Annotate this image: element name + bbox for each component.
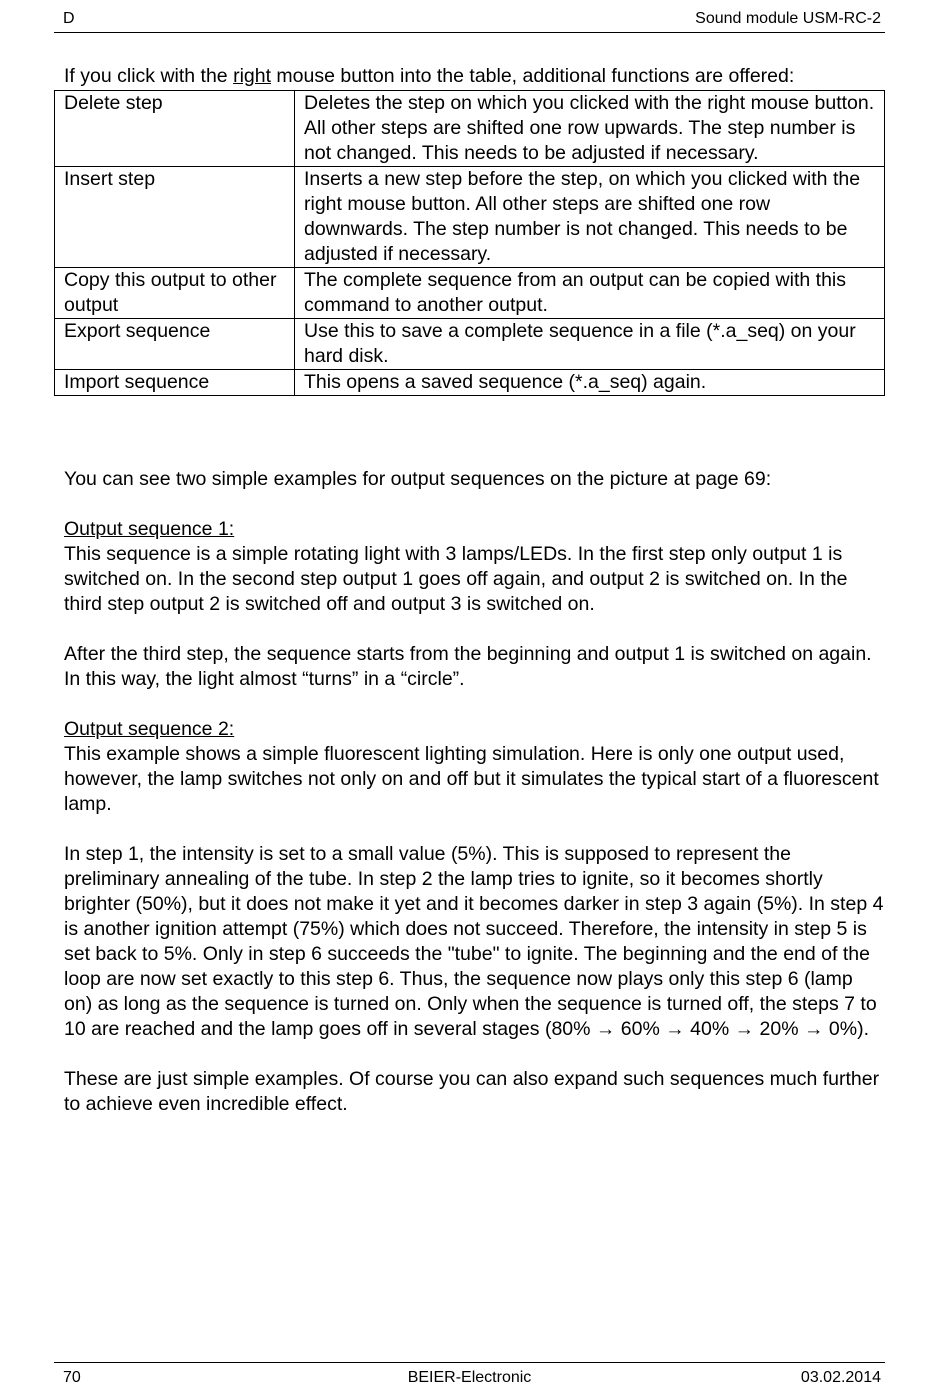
function-name: Export sequence <box>55 319 295 370</box>
function-name: Insert step <box>55 167 295 268</box>
header-chapter: D <box>63 10 75 27</box>
body-text <box>64 467 886 1142</box>
function-description: The complete sequence from an output can be copied with this command to another output. <box>295 268 885 319</box>
page-header <box>54 8 885 33</box>
function-description: Inserts a new step before the step, on which you clicked with the right mouse button. All other steps are shifted one row downwards. The step number is not changed. This needs to be adjusted if necessary. <box>295 167 885 268</box>
table-row <box>55 370 885 396</box>
function-description: Deletes the step on which you clicked with the right mouse button. All other steps are shifted one row upwards. The step number is not changed. This needs to be adjusted if necessary. <box>295 91 885 167</box>
function-description: This opens a saved sequence (*.a_seq) again. <box>295 370 885 396</box>
seq2-para2: In step 1, the intensity is set to a small value (5%). This is supposed to represent the preliminary annealing of the tube. In step 2 the lamp tries to ignite, so it becomes shortly brighter (50%), but it does not make it yet and it becomes darker in step 3 again (5%). In step 4 is another ignition attempt (75%) which does not succeed. Therefore, the intensity in step 5 is set back to 5%. Only in step 6 succeeds the "tube" to ignite. The beginning and the end of the loop are now set exactly to this step 6. Thus, the sequence now plays only this step 6 (lamp on) as long as the sequence is turned on. Only when the sequence is turned off, the steps 7 to 10 are reached and the lamp goes off in several stages (80% → 60% → 40% → 20% → 0%). <box>64 843 884 1040</box>
seq1-para1: This sequence is a simple rotating light with 3 lamps/LEDs. In the first step only output 1 is switched on. In the second step output 1 goes off again, and output 2 is switched on. In the third step output 2 is switched off and output 3 is switched on. <box>64 543 848 615</box>
page-number: 70 <box>63 1369 81 1386</box>
footer-company: BEIER-Electronic <box>407 1369 532 1386</box>
function-table <box>54 90 885 396</box>
intro-block <box>64 64 884 89</box>
header-title: Sound module USM-RC-2 <box>695 10 881 27</box>
seq2-para1: This example shows a simple fluorescent lighting simulation. Here is only one output used, however, the lamp switches not only on and off but it simulates the typical start of a fluorescent lamp. <box>64 743 879 815</box>
intro-text-part: If you click with the <box>64 65 234 87</box>
examples-intro: You can see two simple examples for output sequences on the picture at page 69: <box>64 468 772 490</box>
function-name: Copy this output to other output <box>55 268 295 319</box>
closing-text: These are just simple examples. Of course you can also expand such sequences much further to achieve even incredible effect. <box>64 1068 880 1115</box>
seq2-heading: Output sequence 2: <box>64 718 235 740</box>
function-name: Import sequence <box>55 370 295 396</box>
table-row <box>55 268 885 319</box>
table-row <box>55 167 885 268</box>
seq1-heading: Output sequence 1: <box>64 518 235 540</box>
function-description: Use this to save a complete sequence in a file (*.a_seq) on your hard disk. <box>295 319 885 370</box>
seq1-para2: After the third step, the sequence starts from the beginning and output 1 is switched on again. In this way, the light almost “turns” in a “circle”. <box>64 643 872 690</box>
intro-text-part: mouse button into the table, additional functions are offered: <box>271 65 795 87</box>
function-name: Delete step <box>55 91 295 167</box>
intro-underlined-word: right <box>233 65 272 87</box>
table-row <box>55 91 885 167</box>
page-footer <box>54 1362 885 1393</box>
table-row <box>55 319 885 370</box>
intro-text <box>64 64 884 89</box>
footer-date: 03.02.2014 <box>800 1369 881 1386</box>
